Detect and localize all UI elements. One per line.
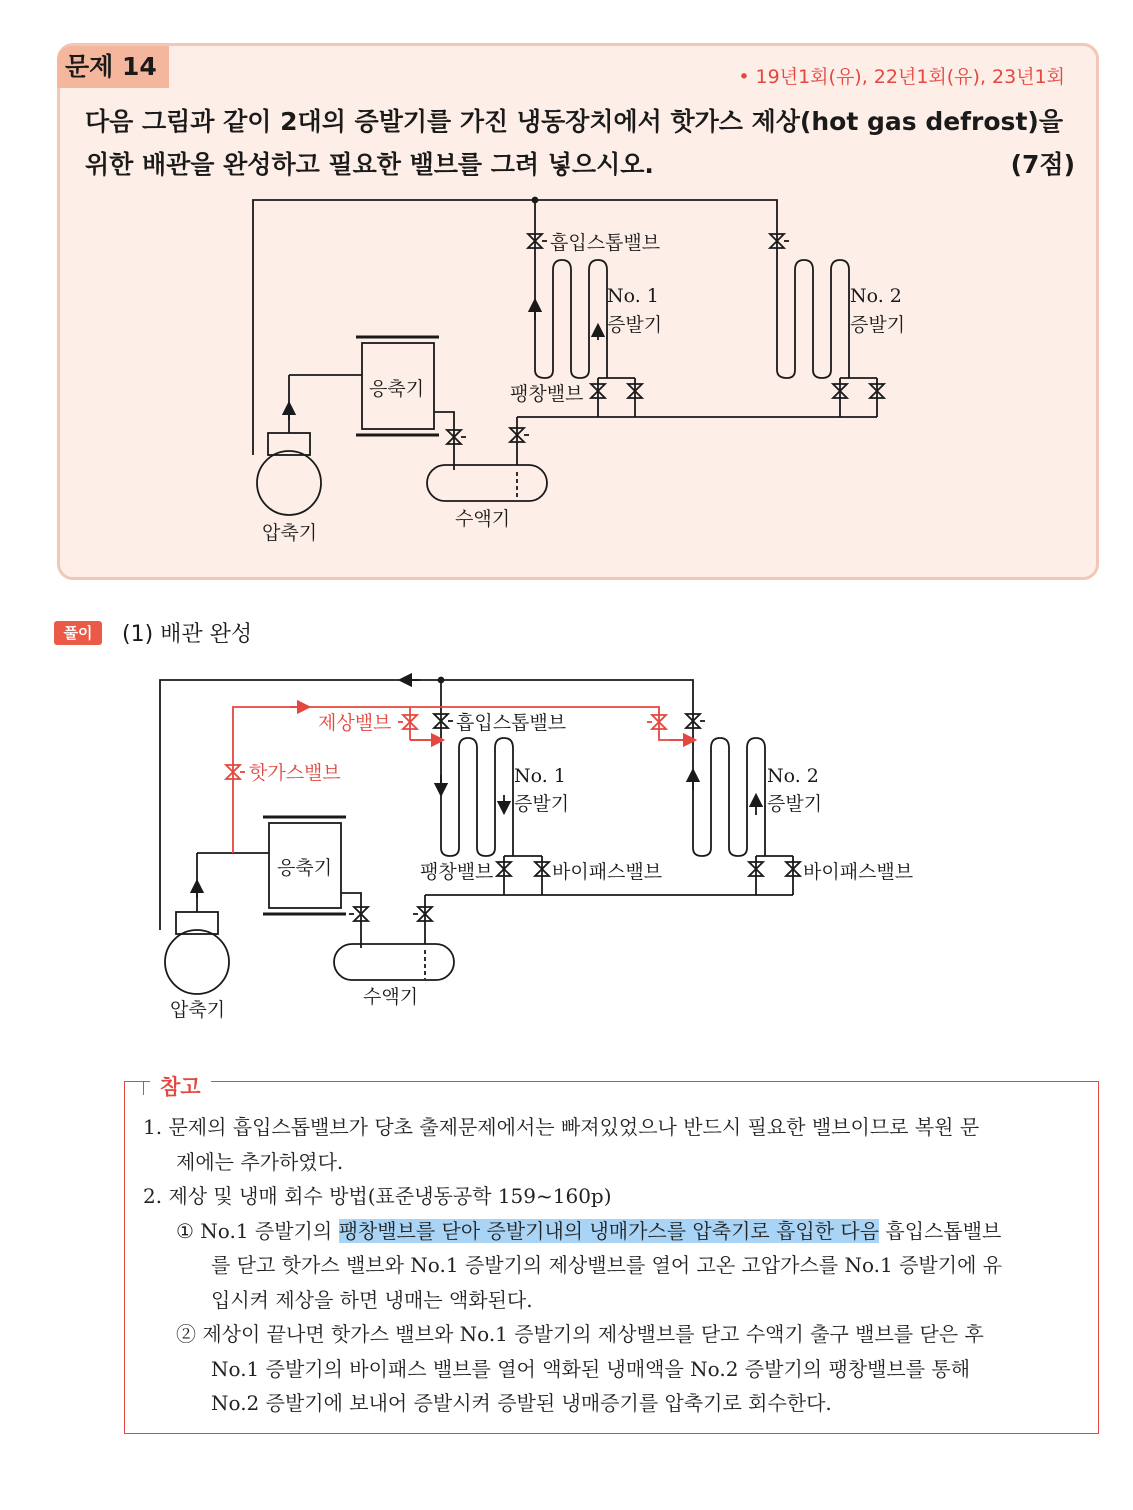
defrost-valve-1 [398, 715, 417, 729]
label-evap2-name-2: 증발기 [767, 793, 823, 815]
reference-body [143, 1110, 1083, 1421]
label-expansion-valve-2: 팽창밸브 [420, 861, 494, 883]
points: (7점) [1010, 150, 1075, 179]
label-evap2-no: No. 2 [850, 285, 902, 307]
label-compressor-2: 압축기 [170, 999, 226, 1021]
valve-receiver-out [510, 428, 529, 442]
ref-sub-1a: ① No.1 증발기의 팽창밸브를 닫아 증발기내의 냉매가스를 압축기로 흡입한 다음 흡입스톱밸브 [176, 1218, 1002, 1243]
label-receiver-2: 수액기 [363, 986, 419, 1008]
receiver-2 [334, 944, 454, 980]
label-receiver: 수액기 [455, 508, 511, 530]
label-condenser: 응축기 [369, 378, 425, 400]
highlighted-text: 팽창밸브를 닫아 증발기내의 냉매가스를 압축기로 흡입한 다음 [338, 1218, 880, 1243]
evaporator-1 [535, 250, 607, 378]
label-evap1-name-2: 증발기 [514, 793, 570, 815]
exam-history: • 19년1회(유), 22년1회(유), 23년1회 [738, 66, 1065, 88]
label-compressor: 압축기 [262, 522, 318, 544]
reference-title: 참고 [150, 1076, 211, 1098]
evaporator-2-sol [693, 730, 765, 856]
evaporator-1-sol [441, 730, 513, 856]
ref-sub-1c: 입시켜 제상을 하면 냉매는 액화된다. [211, 1287, 533, 1312]
evaporator-2 [777, 250, 849, 378]
label-evap1-no: No. 1 [607, 285, 659, 307]
suction-stop-valve-2-sol [686, 714, 705, 728]
ref-sub-1b: 를 닫고 핫가스 밸브와 No.1 증발기의 제상밸브를 열어 고온 고압가스를 No.1 증발기에 유 [211, 1253, 1003, 1277]
problem-number: 문제 14 [57, 46, 169, 88]
label-defrost-valve: 제상밸브 [318, 712, 392, 734]
label-evap1-no-2: No. 1 [514, 765, 566, 787]
defrost-valve-2 [647, 715, 666, 729]
compressor [257, 433, 321, 515]
question-line-2: 위한 배관을 완성하고 필요한 밸브를 그려 넣으시오. [85, 150, 654, 179]
label-hot-gas-valve: 핫가스밸브 [249, 762, 341, 784]
valve-receiver-out-2 [413, 907, 432, 921]
compressor-2 [165, 912, 229, 994]
receiver [427, 465, 547, 501]
label-evap2-no-2: No. 2 [767, 765, 819, 787]
valve-condenser-out-2 [349, 907, 368, 921]
valve-condenser-out [447, 430, 466, 444]
ref-item-1b: 제에는 추가하였다. [176, 1149, 344, 1174]
solution-badge: 풀이 [54, 621, 102, 645]
label-evap2-name: 증발기 [850, 314, 906, 336]
ref-item-2: 2. 제상 및 냉매 회수 방법(표준냉동공학 159~160p) [143, 1184, 612, 1208]
hot-gas-valve [226, 765, 245, 779]
label-bypass-valve-1: 바이패스밸브 [552, 861, 663, 883]
ref-sub-2c: No.2 증발기에 보내어 증발시켜 증발된 냉매증기를 압축기로 회수한다. [211, 1391, 832, 1415]
ref-sub-2a: ② 제상이 끝나면 핫가스 밸브와 No.1 증발기의 제상밸브를 닫고 수액기 출구 밸브를 닫은 후 [176, 1322, 984, 1346]
suction-stop-valve-1 [528, 234, 547, 248]
label-condenser-2: 응축기 [277, 857, 333, 879]
suction-stop-valve-1-sol [434, 714, 453, 728]
suction-stop-valve-2 [770, 234, 789, 248]
question-line-1: 다음 그림과 같이 2대의 증발기를 가진 냉동장치에서 핫가스 제상(hot gas defrost)을 [85, 107, 1063, 136]
label-suction-stop-valve-2: 흡입스톱밸브 [456, 712, 567, 734]
label-expansion-valve: 팽창밸브 [510, 383, 584, 405]
solution-title: (1) 배관 완성 [122, 622, 253, 647]
ref-sub-2b: No.1 증발기의 바이패스 밸브를 열어 액화된 냉매액을 No.2 증발기의 팽창밸브를 통해 [211, 1356, 971, 1381]
label-evap1-name: 증발기 [607, 314, 663, 336]
ref-item-1a: 1. 문제의 흡입스톱밸브가 당초 출제문제에서는 빠져있었으나 반드시 필요한 밸브이므로 복원 문 [143, 1115, 980, 1139]
label-suction-stop-valve: 흡입스톱밸브 [550, 232, 661, 254]
label-bypass-valve-2: 바이패스밸브 [803, 861, 914, 883]
